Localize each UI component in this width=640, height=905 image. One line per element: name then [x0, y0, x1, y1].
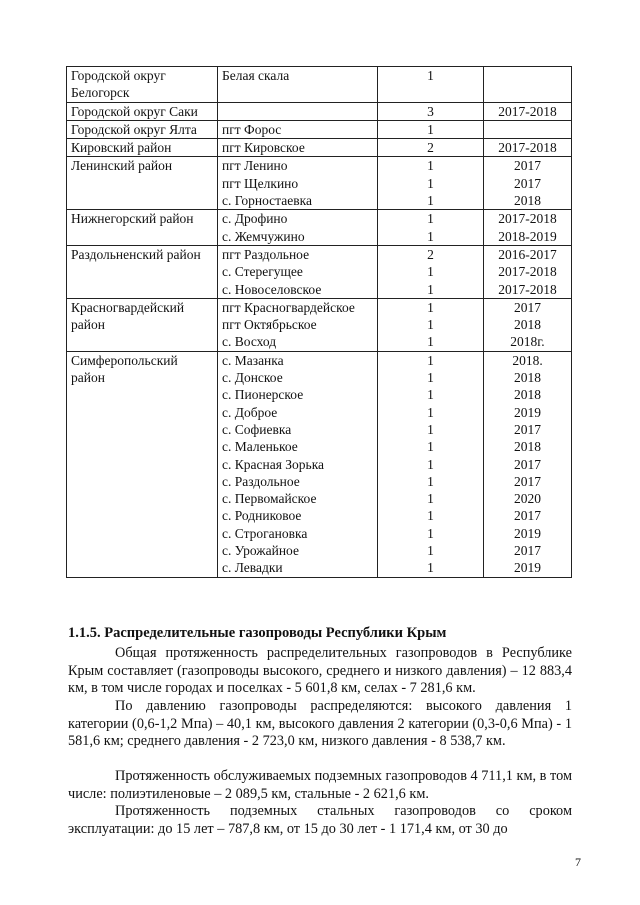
settlement-name: с. Маленькое: [222, 439, 298, 455]
construction-years: 2017: [514, 299, 541, 315]
object-count: 1: [427, 543, 434, 559]
settlement-cell: [218, 245, 378, 298]
construction-years: 2019: [514, 404, 541, 420]
district-name: Кировский район: [71, 140, 172, 156]
district-name: Нижнегорский район: [71, 211, 194, 227]
settlement-name: с. Новоселовское: [222, 281, 322, 297]
object-count: 1: [427, 352, 434, 368]
settlement-cell: [218, 157, 378, 210]
object-count: 1: [427, 508, 434, 524]
settlement-cell: [218, 139, 378, 157]
construction-years: 2020: [514, 491, 541, 507]
construction-years: 2017: [514, 508, 541, 524]
settlement-name: с. Левадки: [222, 560, 283, 576]
count-cell: [378, 102, 484, 120]
construction-years: 2017-2018: [498, 211, 557, 227]
table-row: [67, 245, 572, 298]
paragraph-steel-service-life: Протяженность подземных стальных газопроводов со сроком эксплуатации: до 15 лет – 787,8 км, от 15 до 30 лет - 1 171,4 км, от 30 до: [68, 803, 572, 837]
settlement-name: [222, 103, 373, 120]
construction-years: 2017-2018: [498, 281, 557, 297]
construction-years: 2017: [514, 473, 541, 489]
construction-years: 2019: [514, 560, 541, 576]
count-cell: [378, 157, 484, 210]
district-cell: [67, 210, 218, 246]
construction-years: 2017: [514, 158, 541, 174]
construction-years: 2018-2019: [498, 228, 557, 244]
object-count: 3: [427, 103, 434, 119]
construction-years: 2018: [514, 317, 541, 333]
construction-years: 2017-2018: [498, 264, 557, 280]
construction-years: 2018.: [512, 352, 543, 368]
settlement-name: с. Строгановка: [222, 525, 308, 541]
table-row: [67, 157, 572, 210]
page-number: 7: [575, 855, 581, 869]
years-cell: [484, 298, 572, 351]
settlement-name: с. Раздольное: [222, 473, 300, 489]
district-cell: [67, 139, 218, 157]
district-cell: [67, 351, 218, 577]
object-count: 1: [427, 193, 434, 209]
settlement-name: с. Мазанка: [222, 352, 284, 368]
table-row: [67, 351, 572, 577]
count-cell: [378, 210, 484, 246]
construction-years: 2018: [514, 193, 541, 209]
paragraph-pressure-categories: По давлению газопроводы распределяются: высокого давления 1 категории (0,6-1,2 Мпа) – 40,1 км, высокого давления 2 категории (0,3-0,6 Мпа) - 1 581,6 км; среднего давления - 2 723,0 км, низкого давления - 8 538,7 км.: [68, 698, 572, 750]
object-count: 1: [427, 175, 434, 191]
settlement-name: с. Красная Зорька: [222, 456, 325, 472]
settlement-name: с. Жемчужино: [222, 228, 305, 244]
object-count: 1: [427, 387, 434, 403]
construction-years: 2018: [514, 387, 541, 403]
district-cell: [67, 102, 218, 120]
settlement-name: пгт Кировское: [222, 140, 305, 156]
settlement-name: пгт Щелкино: [222, 175, 299, 191]
district-cell: [67, 157, 218, 210]
district-cell: [67, 298, 218, 351]
construction-years: 2017: [514, 175, 541, 191]
count-cell: [378, 120, 484, 138]
construction-years: [484, 121, 571, 138]
object-count: 1: [427, 281, 434, 297]
settlement-name: с. Доброе: [222, 404, 278, 420]
settlement-name: с. Дрофино: [222, 211, 288, 227]
construction-years: 2016-2017: [498, 246, 557, 262]
count-cell: [378, 298, 484, 351]
years-cell: [484, 102, 572, 120]
settlement-name: с. Родниковое: [222, 508, 302, 524]
construction-years: 2017-2018: [498, 140, 557, 156]
object-count: 1: [427, 370, 434, 386]
paragraph-total-length: Общая протяженность распределительных газопроводов в Республике Крым составляет (газопроводы высокого, среднего и низкого давления) – 12 883,4 км, в том числе городах и поселках - 5 601,8 км, селах - 7 281,6 км.: [68, 645, 572, 697]
object-count: 1: [427, 299, 434, 315]
settlement-cell: [218, 102, 378, 120]
district-name: Красногвардейский район: [71, 299, 185, 333]
settlement-name: пгт Форос: [222, 121, 282, 137]
object-count: 1: [427, 421, 434, 437]
district-cell: [67, 120, 218, 138]
object-count: 2: [427, 246, 434, 262]
settlement-name: пгт Красногвардейское: [222, 299, 355, 315]
object-count: 1: [427, 121, 434, 137]
table-row: [67, 210, 572, 246]
count-cell: [378, 139, 484, 157]
section-heading: 1.1.5. Распределительные газопроводы Республики Крым: [68, 625, 447, 641]
settlement-name: с. Урожайное: [222, 543, 299, 559]
construction-years: 2019: [514, 525, 541, 541]
object-count: 1: [427, 560, 434, 576]
object-count: 1: [427, 158, 434, 174]
table-row: [67, 120, 572, 138]
settlement-name: с. Донское: [222, 370, 283, 386]
object-count: 1: [427, 211, 434, 227]
construction-years: 2017: [514, 543, 541, 559]
object-count: 1: [427, 439, 434, 455]
years-cell: [484, 210, 572, 246]
years-cell: [484, 245, 572, 298]
construction-years: 2018: [514, 439, 541, 455]
object-count: 1: [427, 525, 434, 541]
object-count: 1: [427, 264, 434, 280]
settlement-name: Белая скала: [222, 68, 290, 83]
construction-years: 2017: [514, 421, 541, 437]
settlement-cell: [218, 120, 378, 138]
construction-years: 2017: [514, 456, 541, 472]
district-name: Раздольненский район: [71, 246, 201, 262]
years-cell: [484, 351, 572, 577]
construction-years: [484, 67, 571, 84]
object-count: 1: [427, 334, 434, 350]
district-cell: [67, 245, 218, 298]
settlement-name: пгт Ленино: [222, 158, 288, 174]
settlement-cell: [218, 351, 378, 577]
district-name: Городской округ Белогорск: [71, 68, 166, 101]
years-cell: [484, 139, 572, 157]
settlement-name: пгт Раздольное: [222, 246, 310, 262]
settlement-name: пгт Октябрьское: [222, 317, 317, 333]
count-cell: [378, 245, 484, 298]
settlement-name: с. Стерегущее: [222, 264, 303, 280]
object-count: 1: [427, 317, 434, 333]
settlement-cell: [218, 298, 378, 351]
settlement-name: с. Первомайское: [222, 491, 317, 507]
paragraph-underground-length: Протяженность обслуживаемых подземных газопроводов 4 711,1 км, в том числе: полиэтиленовые – 2 089,5 км, стальные - 2 621,6 км.: [68, 768, 572, 802]
object-count: 1: [427, 228, 434, 244]
settlement-name: с. Пионерское: [222, 387, 304, 403]
object-count: 1: [427, 473, 434, 489]
district-name: Ленинский район: [71, 158, 173, 174]
object-count: 1: [427, 404, 434, 420]
construction-years: 2017-2018: [498, 103, 557, 119]
object-count: 2: [427, 140, 434, 156]
count-cell: [378, 351, 484, 577]
table-row: [67, 102, 572, 120]
years-cell: [484, 67, 572, 103]
years-cell: [484, 120, 572, 138]
district-name: Городской округ Саки: [71, 103, 198, 119]
table-row: [67, 139, 572, 157]
district-name: Городской округ Ялта: [71, 121, 197, 137]
district-cell: [67, 67, 218, 103]
table-row: [67, 298, 572, 351]
settlement-cell: [218, 210, 378, 246]
settlement-name: с. Горностаевка: [222, 193, 312, 209]
settlement-cell: [218, 67, 378, 103]
table-body: [67, 67, 572, 578]
settlement-name: с. Софиевка: [222, 421, 292, 437]
object-count: 1: [427, 68, 434, 83]
gasification-table: [66, 66, 572, 578]
construction-years: 2018г.: [510, 334, 545, 350]
district-name: Симферопольский район: [71, 352, 178, 386]
table-row: [67, 67, 572, 103]
settlement-name: с. Восход: [222, 334, 277, 350]
object-count: 1: [427, 491, 434, 507]
object-count: 1: [427, 456, 434, 472]
count-cell: [378, 67, 484, 103]
construction-years: 2018: [514, 370, 541, 386]
years-cell: [484, 157, 572, 210]
